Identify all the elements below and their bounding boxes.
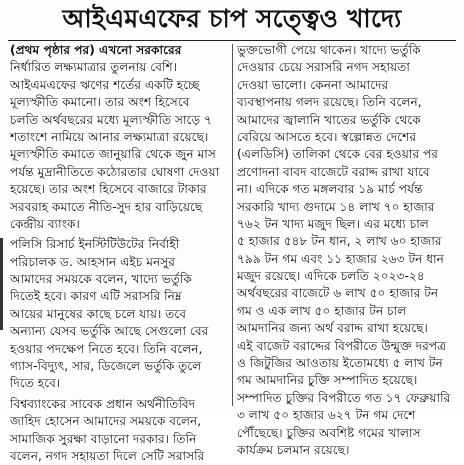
text-line: মূল্যস্ফীতি কমাতে জানুয়ারি থেকে জুন মাস [10, 147, 216, 162]
text-line: সরকারি খাদ্য গুদামে ১৪ লাখ ৭০ হাজার [237, 199, 435, 214]
text-line: ভুক্তভোগী পেয়ে থাকেন। খাদ্যে ভর্তুকি [237, 43, 421, 57]
text-line: না। এদিকে গত মঙ্গলবার ১৯ মার্চ পর্যন্ত [237, 182, 423, 197]
text-line: বেরিয়ে আসতে হবে। স্বল্পোন্নত দেশের [237, 129, 417, 144]
text-line: (প্রথম পৃষ্ঠার পর) এখনো সরকারের [10, 43, 182, 57]
paragraph-zahid-quote [10, 396, 232, 465]
text-line: বিশ্বব্যাংকের সাবেক প্রধান অর্থনীতিবিদ [10, 396, 196, 411]
text-line: সামাজিক সুরক্ষা বাড়ানো দরকার। তিনি [10, 431, 197, 446]
text-line: গম আমদানির চুক্তি সম্পাদিত হয়েছে। [237, 373, 418, 388]
text-line: বলেন, নগদ সহায়তা দিলে সেটি সরাসরি [10, 448, 205, 463]
text-line: শতাংশে নামিয়ে আনার লক্ষ্যমাত্রা রয়েছে। [10, 129, 209, 144]
text-line: দিতেই হবে। কারণ এটি সরাসরি নিম্ন [10, 289, 182, 304]
text-line: ৫ হাজার ৫৪৮ টন ধান, ২ লাখ ৬০ হাজার [237, 234, 442, 249]
headline: আইএমএফের চাপ সত্ত্বেও খাদ্যে [62, 3, 402, 33]
text-line: কেন্দ্রীয় ব্যাংক। [10, 216, 80, 231]
paragraph-mansur-quote [10, 236, 232, 393]
text-line: ব্যবস্থাপনায় গলদ রয়েছে। তিনি বলেন, [237, 95, 422, 110]
text-line: সম্পাদিত চুক্তির বিপরীতে গত ১৭ ফেব্রুয়ারি [237, 390, 451, 405]
text-line: আমদানির জন্য অর্থ বরাদ্দ রাখা হয়েছে। [237, 321, 428, 336]
text-line: চলতি অর্থবছরের মধ্যে মূল্যস্ফীতি সাড়ে ৭ [10, 112, 212, 127]
text-line: আমাদের সময়কে বলেন, খাদ্যে ভর্তুকি [10, 272, 192, 287]
text-line: হওয়ার পদক্ষেপ নিতে হবে। তিনি বলেন, [10, 341, 203, 356]
text-line: অন্যান্য যেসব ভর্তুকি আছে সেগুলো বের [10, 324, 209, 339]
text-line: পৌঁছেছে। চুক্তির অবশিষ্ট গমের খালাস [237, 425, 421, 440]
text-line: ৭৬২ টন খাদ্য মজুদ ছিল। এর মধ্যে চাল [237, 216, 429, 231]
text-line: আমাদের জ্বালানি খাতের ভর্তুকি থেকে [237, 112, 421, 127]
text-line: অর্থবছরের বাজেটে ৬ লাখ ৫০ হাজার টন [237, 286, 439, 301]
text-line: সরবরাহ কমাতে নীতি-সুদ হার বাড়িয়েছে [10, 199, 203, 214]
paragraph-continuation [10, 42, 232, 233]
text-line: পলিসি রিসার্চ ইনস্টিটিউটের নির্বাহী [10, 237, 180, 252]
scan-edge-mark [0, 238, 3, 330]
paragraph-stock-figures [237, 42, 459, 459]
column-divider [232, 44, 233, 406]
right-column [237, 42, 459, 457]
text-line: ৩ লাখ ৫০ হাজার ৬২৭ টন গম দেশে [237, 408, 416, 423]
text-line: জাহিদ হোসেন আমাদের সময়কে বলেন, [10, 414, 202, 429]
text-line: গ্যাস-বিদ্যুৎ, সার, ডিজেলে ভর্তুকি তুলে [10, 359, 202, 374]
text-line: আয়ের মানুষের কাছে চলে যায়। তবে [10, 306, 187, 321]
text-line: দিতে হবে। [10, 376, 61, 391]
text-line: দেওয়ার চেয়ে সরাসরি নগদ সহায়তা [237, 60, 410, 75]
text-line: ও জিটুজির আওতায় ইতোমধ্যে ৫ লাখ টন [237, 356, 443, 371]
text-line: মজুদ রয়েছে। এদিকে চলতি ২০২৩-২৪ [237, 269, 425, 284]
left-column [10, 42, 232, 463]
text-line: (এলডিসি) তালিকা থেকে বের হওয়ার পর [237, 147, 438, 162]
text-line: পর্যন্ত মুদ্রানীতিতে কঠোরতার ঘোষণা দেওয়া [10, 164, 220, 179]
text-line: এই বাজেট বরাদ্দের বিপরীতে উন্মুক্ত দরপত্র [237, 338, 447, 353]
text-line: গম ও এক লাখ ৫০ হাজার টন চাল [237, 303, 407, 318]
text-line: হয়েছে। তার অংশ হিসেবে বাজারে টাকার [10, 182, 207, 197]
text-line: নির্ধারিত লক্ষ্যমাত্রার তুলনায় বেশি। [10, 60, 178, 75]
text-line: কার্যক্রম চলমান রয়েছে। [237, 442, 350, 457]
text-line: আইএমএফের ঋণের শর্তের একটি হচ্ছে [10, 77, 200, 92]
headline-rule [8, 40, 456, 41]
text-line: দেওয়া ভালো। কেননা আমাদের [237, 77, 389, 92]
text-line: পরিচালক ড. আহসান এইচ মনসুর [10, 254, 175, 269]
text-line: প্রণোদনা বাবদ বাজেটে বরাদ্দ রাখা যাবে [237, 164, 430, 179]
text-line: মূল্যস্ফীতি কমানো। তার অংশ হিসেবে [10, 95, 190, 110]
text-line: ৭৯৯ টন গম এবং ১১ হাজার ২৬৩ টন ধান [237, 251, 444, 266]
